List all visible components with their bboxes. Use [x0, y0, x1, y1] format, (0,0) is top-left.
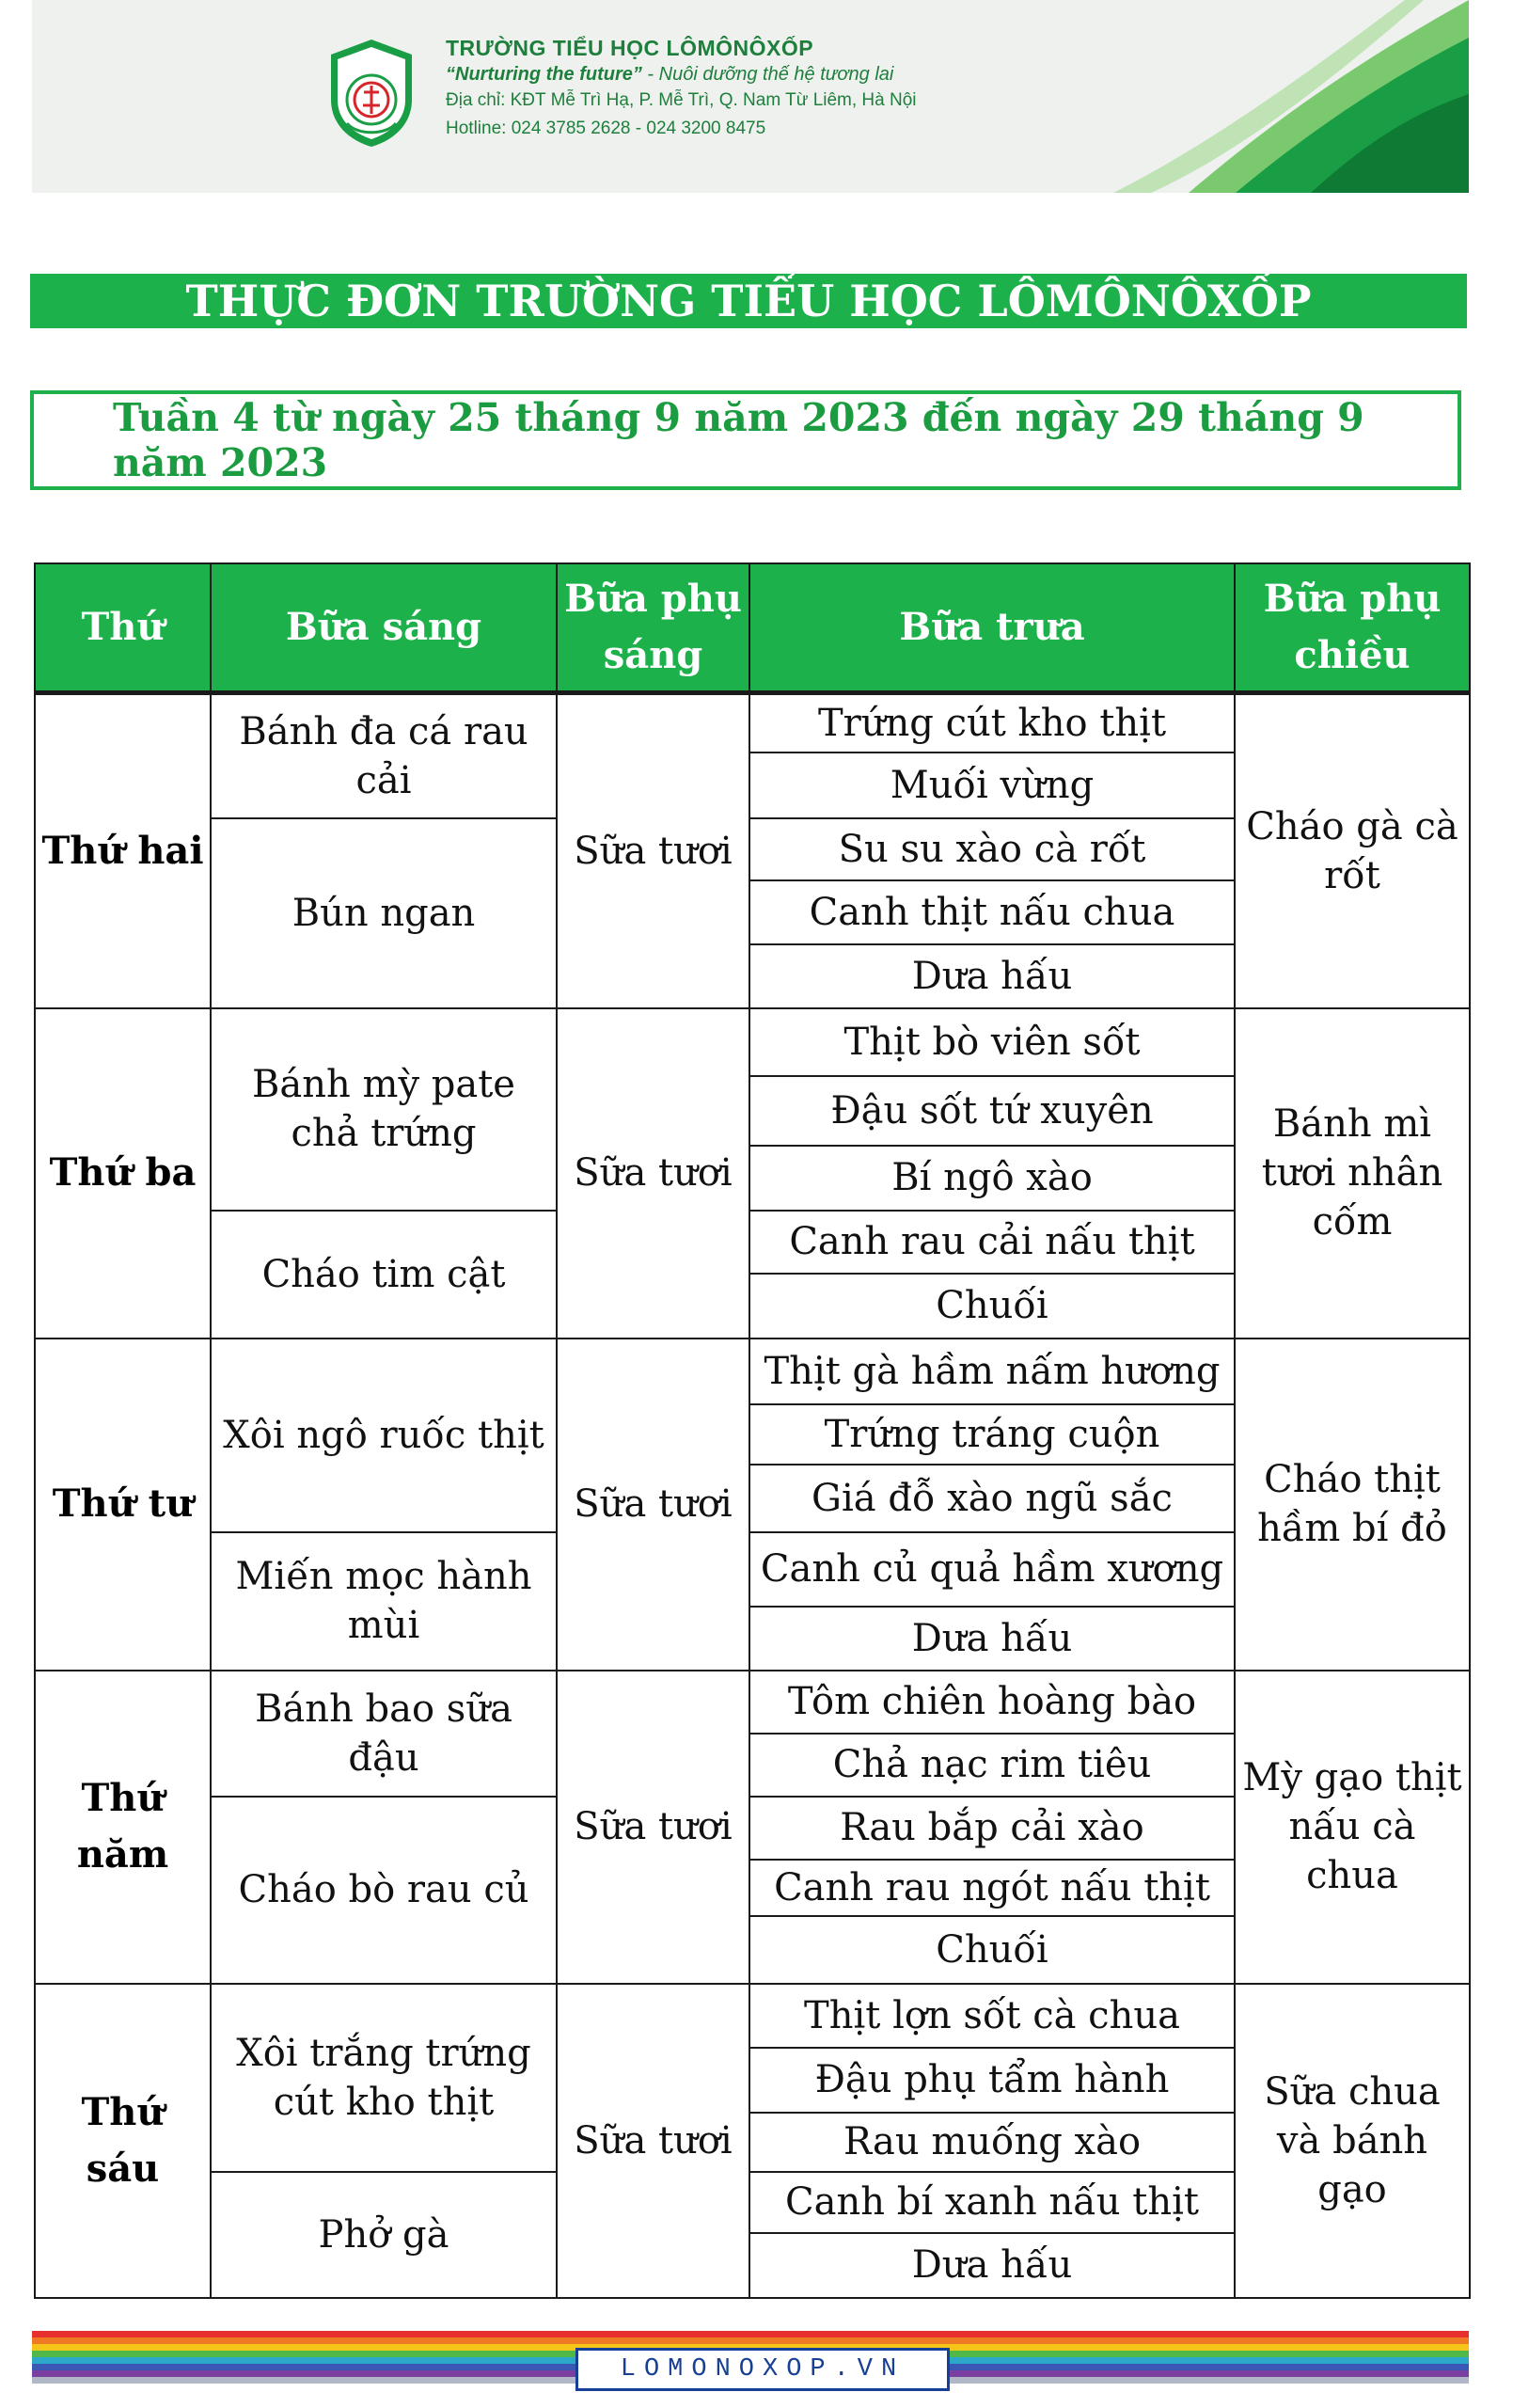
- school-address: Địa chỉ: KĐT Mễ Trì Hạ, P. Mễ Trì, Q. Nam Từ Liêm, Hà Nội: [446, 90, 917, 110]
- lunch-cell: Chuối: [749, 1274, 1235, 1339]
- lunch-cell: Bí ngô xào: [749, 1146, 1235, 1211]
- lunch-cell: Thịt lợn sốt cà chua: [749, 1984, 1235, 2048]
- lunch-cell: Thịt bò viên sốt: [749, 1008, 1235, 1076]
- col-header-morning-snack: Bữa phụ sáng: [557, 563, 749, 693]
- lunch-cell: Canh bí xanh nấu thịt: [749, 2172, 1235, 2233]
- table-row: [35, 1984, 1470, 2048]
- motto-vi: - Nuôi dưỡng thế hệ tương lai: [641, 64, 894, 85]
- afternoon-snack-cell: Sữa chua và bánh gạo: [1235, 1984, 1470, 2298]
- school-hotline: Hotline: 024 3785 2628 - 024 3200 8475: [446, 119, 766, 138]
- lunch-cell: Đậu phụ tẩm hành: [749, 2048, 1235, 2113]
- col-header-day: Thứ: [35, 563, 211, 693]
- school-header: [32, 0, 1469, 193]
- lunch-cell: Trứng tráng cuộn: [749, 1404, 1235, 1465]
- footer-stripes: [32, 2331, 1469, 2408]
- day-cell: Thứ ba: [35, 1008, 211, 1339]
- afternoon-snack-cell: Bánh mì tươi nhân cốm: [1235, 1008, 1470, 1339]
- morning-snack-cell: Sữa tươi: [557, 1671, 749, 1984]
- lunch-cell: Đậu sốt tứ xuyên: [749, 1076, 1235, 1146]
- day-cell: Thứ hai: [35, 693, 211, 1008]
- morning-snack-cell: Sữa tươi: [557, 1984, 749, 2298]
- day-cell: Thứ năm: [35, 1671, 211, 1984]
- day-cell: Thứ tư: [35, 1339, 211, 1671]
- lunch-cell: Trứng cút kho thịt: [749, 693, 1235, 752]
- breakfast-cell: Bún ngan: [211, 818, 557, 1008]
- footer-stripe: [32, 2337, 1469, 2344]
- week-range: Tuần 4 từ ngày 25 tháng 9 năm 2023 đến ngày 29 tháng 9 năm 2023: [30, 390, 1461, 490]
- breakfast-cell: Xôi trắng trứng cút kho thịt: [211, 1984, 557, 2172]
- website-link[interactable]: LOMONOXOP.VN: [575, 2348, 950, 2391]
- breakfast-cell: Cháo bò rau củ: [211, 1797, 557, 1984]
- school-logo: [323, 34, 419, 150]
- lunch-cell: Canh thịt nấu chua: [749, 880, 1235, 944]
- lunch-cell: Dưa hấu: [749, 1607, 1235, 1671]
- day-cell: Thứ sáu: [35, 1984, 211, 2298]
- lunch-cell: Dưa hấu: [749, 2233, 1235, 2298]
- breakfast-cell: Miến mọc hành mùi: [211, 1532, 557, 1671]
- morning-snack-cell: Sữa tươi: [557, 693, 749, 1008]
- lunch-cell: Su su xào cà rốt: [749, 818, 1235, 880]
- lunch-cell: Thịt gà hầm nấm hương: [749, 1339, 1235, 1404]
- breakfast-cell: Cháo tim cật: [211, 1211, 557, 1339]
- lunch-cell: Canh rau ngót nấu thịt: [749, 1860, 1235, 1916]
- menu-title: THỰC ĐƠN TRƯỜNG TIỂU HỌC LÔMÔNÔXỐP: [30, 274, 1467, 328]
- school-info: [446, 36, 917, 147]
- footer-stripe: [32, 2331, 1469, 2337]
- lunch-cell: Canh củ quả hầm xương: [749, 1532, 1235, 1607]
- morning-snack-cell: Sữa tươi: [557, 1008, 749, 1339]
- lunch-cell: Muối vừng: [749, 752, 1235, 818]
- col-header-lunch: Bữa trưa: [749, 563, 1235, 693]
- table-row: [35, 693, 1470, 752]
- breakfast-cell: Bánh mỳ pate chả trứng: [211, 1008, 557, 1211]
- breakfast-cell: Bánh bao sữa đậu: [211, 1671, 557, 1797]
- table-row: [35, 1671, 1470, 1734]
- lunch-cell: Tôm chiên hoàng bào: [749, 1671, 1235, 1734]
- morning-snack-cell: Sữa tươi: [557, 1339, 749, 1671]
- col-header-afternoon-snack: Bữa phụ chiều: [1235, 563, 1470, 693]
- lunch-cell: Chuối: [749, 1916, 1235, 1984]
- breakfast-cell: Phở gà: [211, 2172, 557, 2298]
- motto-en: “Nurturing the future”: [446, 64, 642, 85]
- afternoon-snack-cell: Cháo gà cà rốt: [1235, 693, 1470, 1008]
- school-motto: [446, 64, 917, 86]
- lunch-cell: Giá đỗ xào ngũ sắc: [749, 1465, 1235, 1532]
- breakfast-cell: Xôi ngô ruốc thịt: [211, 1339, 557, 1532]
- afternoon-snack-cell: Cháo thịt hầm bí đỏ: [1235, 1339, 1470, 1671]
- lunch-cell: Dưa hấu: [749, 944, 1235, 1008]
- school-name: TRƯỜNG TIỂU HỌC LÔMÔNÔXỐP: [446, 36, 814, 60]
- breakfast-cell: Bánh đa cá rau cải: [211, 693, 557, 818]
- lunch-cell: Rau bắp cải xào: [749, 1797, 1235, 1860]
- lunch-cell: Canh rau cải nấu thịt: [749, 1211, 1235, 1274]
- col-header-breakfast: Bữa sáng: [211, 563, 557, 693]
- table-row: [35, 1008, 1470, 1076]
- lunch-cell: Chả nạc rim tiêu: [749, 1734, 1235, 1797]
- table-row: [35, 1339, 1470, 1404]
- afternoon-snack-cell: Mỳ gạo thịt nấu cà chua: [1235, 1671, 1470, 1984]
- header-row: [35, 563, 1470, 693]
- lunch-cell: Rau muống xào: [749, 2113, 1235, 2172]
- menu-table: [34, 562, 1471, 2299]
